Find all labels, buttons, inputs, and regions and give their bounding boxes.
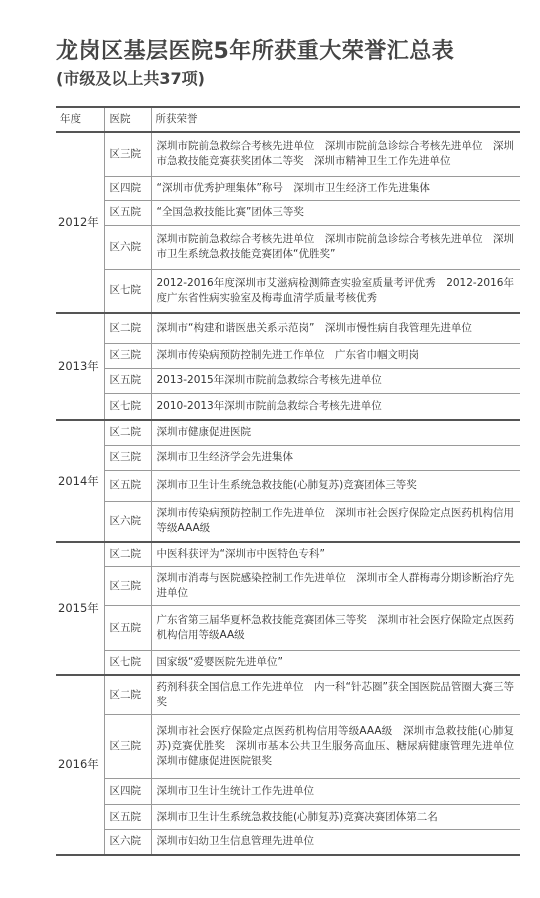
honor-cell: 深圳市院前急救综合考核先进单位 深圳市院前急诊综合考核先进单位 深圳市急救技能竞赛获奖团体二等奖 深圳市精神卫生工作先进单位 xyxy=(151,132,520,176)
hospital-cell: 区三院 xyxy=(104,445,151,470)
year-cell: 2012年 xyxy=(56,132,104,313)
honor-cell: 深圳市健康促进医院 xyxy=(151,420,520,445)
hospital-cell: 区三院 xyxy=(104,132,151,176)
honor-cell: 深圳市传染病预防控制工作先进单位 深圳市社会医疗保险定点医药机构信用等级AAA级 xyxy=(151,501,520,542)
honor-cell: 2013-2015年深圳市院前急救综合考核先进单位 xyxy=(151,368,520,393)
hospital-cell: 区四院 xyxy=(104,779,151,805)
header-hospital: 医院 xyxy=(104,107,151,132)
year-cell: 2013年 xyxy=(56,313,104,420)
honor-cell: “全国急救技能比赛”团体三等奖 xyxy=(151,200,520,225)
honor-cell: 深圳市院前急救综合考核先进单位 深圳市院前急诊综合考核先进单位 深圳市卫生系统急救技能竞赛团体“优胜奖” xyxy=(151,225,520,269)
table-row xyxy=(56,542,520,567)
table-row xyxy=(56,132,520,176)
honor-cell: 深圳市消毒与医院感染控制工作先进单位 深圳市全人群梅毒分期诊断治疗先进单位 xyxy=(151,567,520,606)
table-body xyxy=(56,132,525,855)
table-row xyxy=(56,200,520,225)
hospital-cell: 区三院 xyxy=(104,343,151,368)
table-row xyxy=(56,805,520,830)
table-row xyxy=(56,343,520,368)
hospital-cell: 区三院 xyxy=(104,715,151,779)
honor-cell: 深圳市传染病预防控制先进工作单位 广东省巾帼文明岗 xyxy=(151,343,520,368)
hospital-cell: 区七院 xyxy=(104,651,151,676)
table-row xyxy=(56,606,520,651)
hospital-cell: 区二院 xyxy=(104,675,151,715)
honor-cell: 深圳市卫生计生系统急救技能(心肺复苏)竞赛决赛团体第二名 xyxy=(151,805,520,830)
hospital-cell: 区二院 xyxy=(104,420,151,445)
page-title: 龙岗区基层医院5年所获重大荣誉汇总表 xyxy=(56,39,455,64)
hospital-cell: 区五院 xyxy=(104,805,151,830)
table-row xyxy=(56,269,520,313)
hospital-cell: 区六院 xyxy=(104,501,151,542)
table-row xyxy=(56,445,520,470)
honor-cell: 2010-2013年深圳市院前急救综合考核先进单位 xyxy=(151,393,520,420)
table-row xyxy=(56,368,520,393)
hospital-cell: 区五院 xyxy=(104,470,151,501)
honors-table xyxy=(56,106,525,856)
table-row xyxy=(56,651,520,676)
table-row xyxy=(56,470,520,501)
hospital-cell: 区七院 xyxy=(104,269,151,313)
honor-cell: 国家级“爱婴医院先进单位” xyxy=(151,651,520,676)
hospital-cell: 区五院 xyxy=(104,368,151,393)
table-row xyxy=(56,675,520,715)
honor-cell: 深圳市“构建和谐医患关系示范岗” 深圳市慢性病自我管理先进单位 xyxy=(151,313,520,343)
hospital-cell: 区二院 xyxy=(104,542,151,567)
hospital-cell: 区四院 xyxy=(104,176,151,200)
table-row xyxy=(56,830,520,855)
header-year: 年度 xyxy=(56,107,104,132)
table-row xyxy=(56,715,520,779)
hospital-cell: 区五院 xyxy=(104,606,151,651)
hospital-cell: 区五院 xyxy=(104,200,151,225)
honor-cell: 深圳市妇幼卫生信息管理先进单位 xyxy=(151,830,520,855)
table-row xyxy=(56,393,520,420)
table-row xyxy=(56,567,520,606)
honor-cell: 中医科获评为“深圳市中医特色专科” xyxy=(151,542,520,567)
table-row xyxy=(56,501,520,542)
hospital-cell: 区三院 xyxy=(104,567,151,606)
table-row xyxy=(56,176,520,200)
honor-cell: 2012-2016年度深圳市艾滋病检测筛查实验室质量考评优秀 2012-2016年度广东省性病实验室及梅毒血清学质量考核优秀 xyxy=(151,269,520,313)
hospital-cell: 区二院 xyxy=(104,313,151,343)
honor-cell: 药剂科获全国信息工作先进单位 内一科“针芯圈”获全国医院品管圈大赛三等奖 xyxy=(151,675,520,715)
table-row xyxy=(56,225,520,269)
table-row xyxy=(56,420,520,445)
honor-cell: 广东省第三届华夏杯急救技能竞赛团体三等奖 深圳市社会医疗保险定点医药机构信用等级AA级 xyxy=(151,606,520,651)
honor-cell: 深圳市卫生计生统计工作先进单位 xyxy=(151,779,520,805)
honor-cell: 深圳市卫生计生系统急救技能(心肺复苏)竞赛团体三等奖 xyxy=(151,470,520,501)
year-cell: 2016年 xyxy=(56,675,104,855)
honor-cell: 深圳市卫生经济学会先进集体 xyxy=(151,445,520,470)
hospital-cell: 区七院 xyxy=(104,393,151,420)
honor-cell: “深圳市优秀护理集体”称号 深圳市卫生经济工作先进集体 xyxy=(151,176,520,200)
honor-cell: 深圳市社会医疗保险定点医药机构信用等级AAA级 深圳市急救技能(心肺复苏)竞赛优胜奖 深圳市基本公共卫生服务高血压、糖尿病健康管理先进单位 深圳市健康促进医院银奖 xyxy=(151,715,520,779)
table-row xyxy=(56,313,520,343)
page-subtitle: (市级及以上共37项) xyxy=(56,69,205,88)
hospital-cell: 区六院 xyxy=(104,830,151,855)
header-honor: 所获荣誉 xyxy=(151,107,520,132)
table-header-row xyxy=(56,107,520,132)
year-cell: 2014年 xyxy=(56,420,104,542)
hospital-cell: 区六院 xyxy=(104,225,151,269)
year-cell: 2015年 xyxy=(56,542,104,675)
table-row xyxy=(56,779,520,805)
